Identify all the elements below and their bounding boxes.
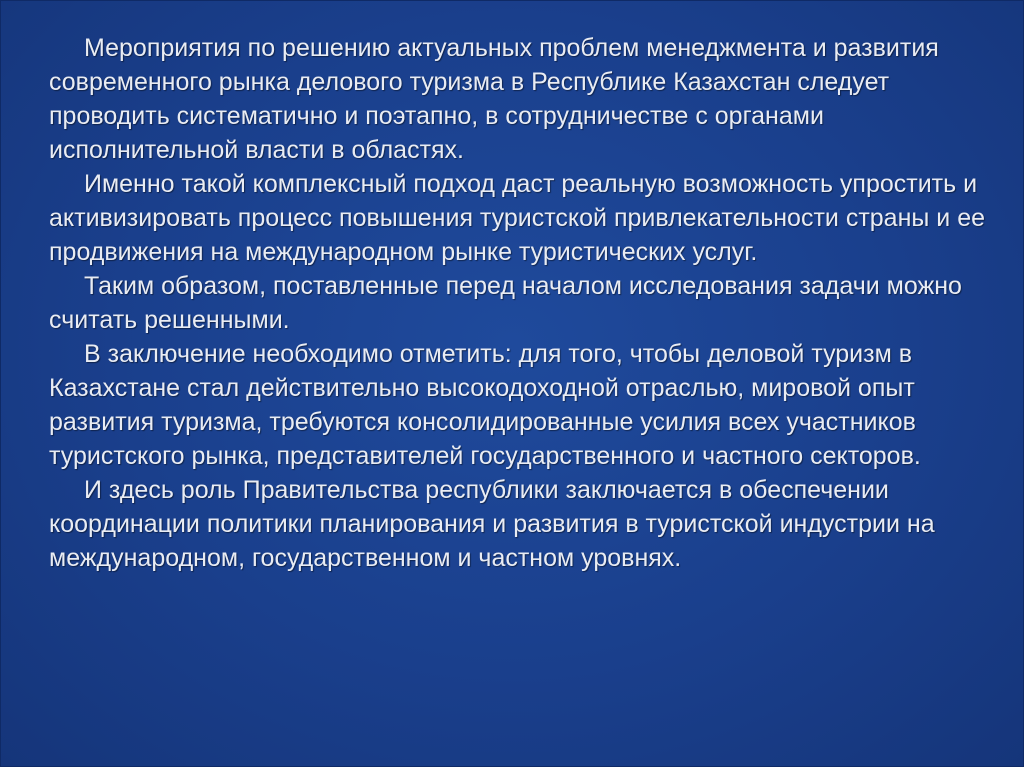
paragraph-management-measures: Мероприятия по решению актуальных проблем менеджмента и развития современного рынка делового туризма в Республике Казахстан следует проводить систематично и поэтапно, в сотрудничестве с органами исполнительной власти в областях.	[49, 34, 939, 164]
slide-body-text	[49, 31, 999, 575]
paragraph-government-role: И здесь роль Правительства республики заключается в обеспечении координации политики планирования и развития в туристской индустрии на международном, государственном и частном уровнях.	[49, 476, 935, 572]
paragraph-integrated-approach: Именно такой комплексный подход даст реальную возможность упростить и активизировать процесс повышения туристской привлекательности страны и ее продвижения на международном рынке туристических услуг.	[49, 170, 986, 266]
paragraph-tasks-solved: Таким образом, поставленные перед началом исследования задачи можно считать решенными.	[49, 272, 962, 334]
paragraph-conclusion: В заключение необходимо отметить: для того, чтобы деловой туризм в Казахстане стал действительно высокодоходной отраслью, мировой опыт развития туризма, требуются консолидированные усилия всех участников туристского рынка, представителей государственного и частного секторов.	[49, 340, 921, 470]
